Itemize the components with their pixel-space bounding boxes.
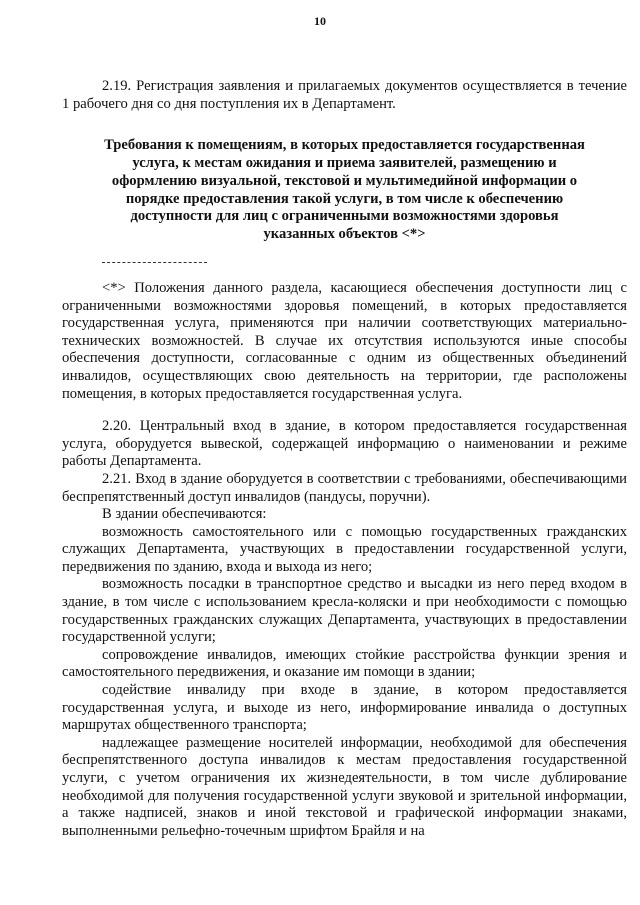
document-body <box>62 78 627 840</box>
list-item-4: содействие инвалиду при входе в здание, в котором предоставляется государственная услуга, и выходе из него, информирование инвалида о доступных маршрутах общественного транспорта; <box>62 682 627 734</box>
list-intro: В здании обеспечиваются: <box>102 506 267 523</box>
list-item-1: возможность самостоятельного или с помощью государственных гражданских служащих Департамента, участвующих в предоставлении государственной услуги, передвижения по зданию, входа и выхода из него; <box>62 523 627 575</box>
list-item-5: надлежащее размещение носителей информации, необходимой для обеспечения беспрепятственного доступа инвалидов к местам предоставления государственной услуги, с учетом ограничения их жизнедеятельности, в том числе дублирование необходимой для получения государственной услуги звуковой и зрительной информации, а также надписей, знаков и иной текстовой и графической информации знаками, выполненными рельефно-точечным шрифтом Брайля и на <box>62 734 627 839</box>
paragraph-2-21: 2.21. Вход в здание оборудуется в соответствии с требованиями, обеспечивающими беспрепятственный доступ инвалидов (пандусы, поручни). <box>62 470 627 505</box>
footnote-divider <box>102 262 207 263</box>
footnote-text: <*> Положения данного раздела, касающиеся обеспечения доступности лиц с ограниченными возможностями здоровья помещений, в которых предоставляется государственная услуга, применяются при наличии соответствующих материально-технических возможностей. В случае их отсутствия используются иные способы обеспечения доступности, согласованные с одним из общественных объединений инвалидов, осуществляющих свою деятельность на территории, где расположены помещения, в которых предоставляется государственная услуга. <box>62 279 627 402</box>
list-item-2: возможность посадки в транспортное средство и высадки из него перед входом в здание, в том числе с использованием кресла-коляски и при необходимости с помощью государственных гражданских служащих Департамента, участвующих в предоставлении государственной услуги; <box>62 576 627 646</box>
list-item-3: сопровождение инвалидов, имеющих стойкие расстройства функции зрения и самостоятельного передвижения, и оказание им помощи в здании; <box>62 646 627 681</box>
section-heading: Требования к помещениям, в которых предоставляется государственная услуга, к местам ожидания и приема заявителей, размещению и оформлению визуальной, текстовой и мультимедийной информации о порядке предоставления такой услуги, в том числе к обеспечению доступности для лиц с ограниченными возможностями здоровья указанных объектов <*> <box>104 137 585 243</box>
page-number: 10 <box>314 14 326 28</box>
paragraph-2-19: 2.19. Регистрация заявления и прилагаемых документов осуществляется в течение 1 рабочего дня со дня поступления их в Департамент. <box>62 78 627 112</box>
paragraph-2-20: 2.20. Центральный вход в здание, в котором предоставляется государственная услуга, оборудуется вывеской, содержащей информацию о наименовании и режиме работы Департамента. <box>62 418 627 470</box>
